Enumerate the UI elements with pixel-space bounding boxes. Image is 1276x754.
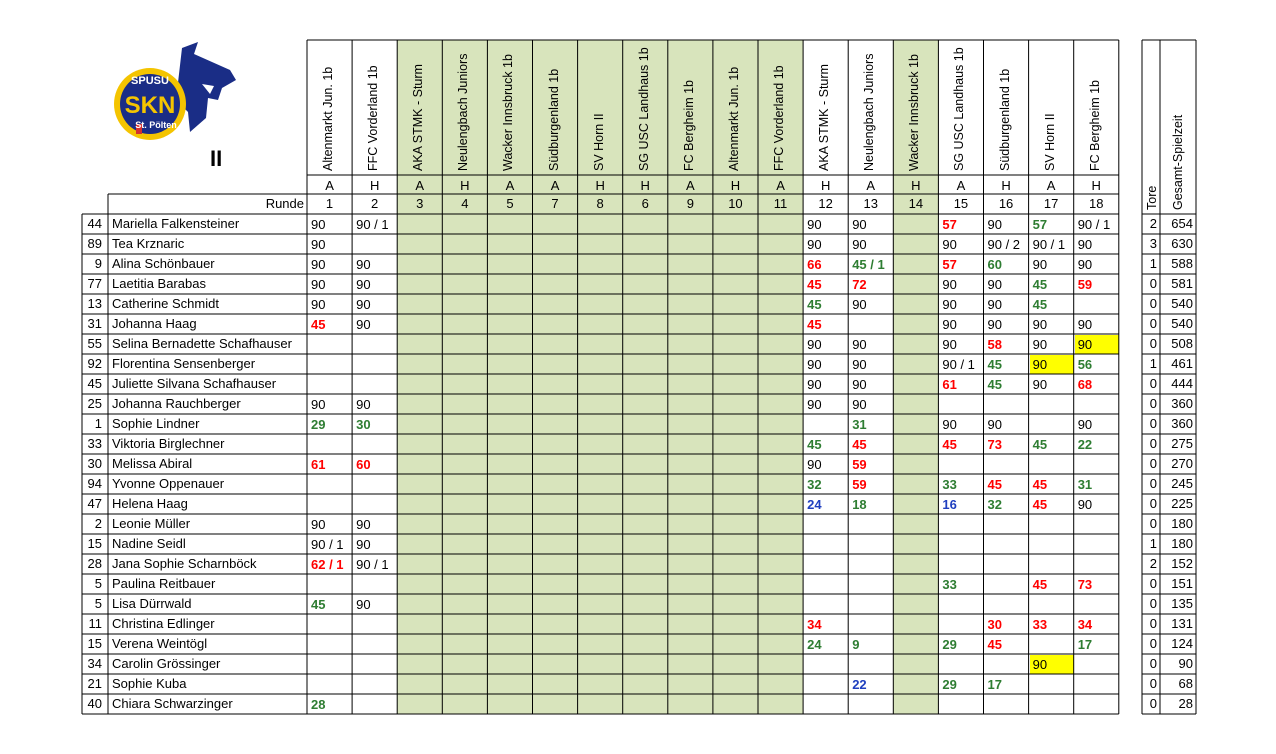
total-time-cell: 360 bbox=[1171, 396, 1193, 411]
minutes-cell: 90 bbox=[1032, 257, 1048, 272]
goals-cell: 0 bbox=[1149, 516, 1157, 531]
minutes-cell: 90 bbox=[807, 237, 822, 252]
opponent-header: FC Bergheim 1b bbox=[1087, 79, 1102, 171]
player-number: 89 bbox=[87, 236, 102, 251]
opponent-header: FFC Vorderland 1b bbox=[366, 65, 381, 171]
minutes-cell: 90 bbox=[311, 517, 326, 532]
minutes-cell: 45 bbox=[1032, 477, 1048, 492]
minutes-cell: 90 bbox=[942, 297, 957, 312]
opponent-header: Neulengbach Juniors bbox=[456, 53, 471, 171]
opponent-header: Neulengbach Juniors bbox=[862, 53, 877, 171]
total-time-cell: 151 bbox=[1171, 576, 1193, 591]
minutes-cell: 62 / 1 bbox=[311, 557, 344, 572]
minutes-cell: 90 bbox=[356, 517, 371, 532]
total-time-cell: 360 bbox=[1171, 416, 1193, 431]
minutes-cell: 90 / 1 bbox=[1032, 237, 1066, 252]
player-number: 2 bbox=[94, 516, 102, 531]
minutes-cell: 45 bbox=[1032, 297, 1048, 312]
goals-cell: 1 bbox=[1149, 256, 1157, 271]
minutes-cell: 90 bbox=[311, 277, 326, 292]
goals-cell: 0 bbox=[1149, 316, 1157, 331]
minutes-cell: 90 bbox=[356, 537, 371, 552]
player-name: Chiara Schwarzinger bbox=[112, 696, 233, 711]
round-cell: 4 bbox=[461, 196, 469, 211]
minutes-cell: 45 bbox=[942, 437, 957, 452]
minutes-cell: 90 / 1 bbox=[356, 217, 389, 232]
goals-cell: 0 bbox=[1149, 596, 1157, 611]
minutes-cell: 17 bbox=[1077, 637, 1093, 652]
player-number: 55 bbox=[87, 336, 102, 351]
minutes-cell: 45 bbox=[987, 637, 1002, 652]
round-cell: 12 bbox=[818, 196, 833, 211]
venue-cell: H bbox=[369, 178, 380, 193]
opponent-header: Südburgenland 1b bbox=[997, 68, 1012, 171]
goals-cell: 1 bbox=[1149, 356, 1157, 371]
round-cell: 14 bbox=[908, 196, 924, 211]
venue-cell: H bbox=[595, 178, 605, 193]
round-cell: 13 bbox=[863, 196, 878, 211]
round-cell: 5 bbox=[506, 196, 514, 211]
player-number: 47 bbox=[87, 496, 102, 511]
goals-cell: 1 bbox=[1149, 536, 1157, 551]
minutes-cell: 66 bbox=[807, 257, 822, 272]
round-label: Runde bbox=[265, 196, 304, 211]
total-time-cell: 581 bbox=[1171, 276, 1193, 291]
minutes-cell: 90 bbox=[942, 317, 957, 332]
goals-cell: 0 bbox=[1149, 276, 1157, 291]
minutes-cell: 31 bbox=[852, 417, 867, 432]
player-number: 25 bbox=[87, 396, 102, 411]
total-time-header: Gesamt-Spielzeit bbox=[1171, 114, 1185, 210]
minutes-cell: 90 bbox=[852, 397, 867, 412]
goals-cell: 0 bbox=[1149, 376, 1157, 391]
minutes-cell: 18 bbox=[852, 497, 867, 512]
player-name: Viktoria Birglechner bbox=[112, 436, 225, 451]
total-time-cell: 135 bbox=[1171, 596, 1193, 611]
minutes-cell: 57 bbox=[1032, 217, 1048, 232]
minutes-cell: 90 bbox=[942, 337, 957, 352]
player-number: 28 bbox=[87, 556, 102, 571]
minutes-cell: 90 bbox=[1077, 317, 1093, 332]
minutes-cell: 57 bbox=[942, 257, 957, 272]
total-time-cell: 540 bbox=[1171, 316, 1193, 331]
player-number: 40 bbox=[87, 696, 102, 711]
minutes-cell: 31 bbox=[1077, 477, 1093, 492]
minutes-cell: 24 bbox=[807, 637, 822, 652]
goals-cell: 0 bbox=[1149, 396, 1157, 411]
venue-cell: H bbox=[1001, 178, 1011, 193]
minutes-cell: 72 bbox=[852, 277, 867, 292]
minutes-cell: 90 bbox=[311, 397, 326, 412]
total-time-cell: 461 bbox=[1171, 356, 1193, 371]
venue-cell: A bbox=[776, 178, 785, 193]
player-number: 94 bbox=[87, 476, 102, 491]
total-time-cell: 540 bbox=[1171, 296, 1193, 311]
minutes-cell: 90 bbox=[852, 377, 867, 392]
opponent-header: FFC Vorderland 1b bbox=[772, 65, 786, 171]
minutes-cell: 61 bbox=[311, 457, 326, 472]
minutes-cell: 22 bbox=[1077, 437, 1093, 452]
minutes-cell: 59 bbox=[852, 457, 867, 472]
player-name: Florentina Sensenberger bbox=[112, 356, 256, 371]
minutes-cell: 45 bbox=[987, 357, 1002, 372]
player-name: Verena Weintögl bbox=[112, 636, 208, 651]
total-time-cell: 152 bbox=[1171, 556, 1193, 571]
player-name: Sophie Kuba bbox=[112, 676, 187, 691]
player-number: 21 bbox=[87, 676, 102, 691]
opponent-header: SV Horn II bbox=[591, 113, 606, 171]
minutes-cell: 73 bbox=[987, 437, 1002, 452]
minutes-cell: 90 bbox=[807, 377, 822, 392]
goals-cell: 0 bbox=[1149, 576, 1157, 591]
player-number: 5 bbox=[94, 576, 102, 591]
logo-main-text: SKN bbox=[124, 92, 176, 119]
minutes-cell: 45 bbox=[807, 277, 822, 292]
minutes-cell: 90 bbox=[987, 277, 1002, 292]
minutes-cell: 45 bbox=[987, 477, 1002, 492]
venue-cell: H bbox=[820, 178, 831, 193]
round-cell: 7 bbox=[551, 196, 559, 211]
round-cell: 18 bbox=[1089, 196, 1104, 211]
minutes-cell: 90 / 2 bbox=[987, 237, 1021, 252]
goals-cell: 0 bbox=[1149, 656, 1157, 671]
player-name: Johanna Rauchberger bbox=[112, 396, 241, 411]
player-name: Juliette Silvana Schafhauser bbox=[112, 376, 277, 391]
player-number: 31 bbox=[87, 316, 102, 331]
minutes-cell: 90 bbox=[311, 217, 326, 232]
total-time-cell: 131 bbox=[1171, 616, 1193, 631]
minutes-cell: 90 bbox=[807, 337, 822, 352]
total-time-cell: 180 bbox=[1171, 536, 1193, 551]
opponent-header: Wacker Innsbruck 1b bbox=[907, 54, 922, 171]
venue-cell: H bbox=[911, 178, 921, 193]
minutes-cell: 90 bbox=[1030, 355, 1074, 374]
minutes-cell: 90 / 1 bbox=[1077, 217, 1111, 232]
minutes-cell: 60 bbox=[356, 457, 371, 472]
minutes-cell: 45 bbox=[807, 437, 822, 452]
minutes-cell: 90 bbox=[311, 237, 326, 252]
minutes-cell: 22 bbox=[852, 677, 867, 692]
minutes-cell: 90 bbox=[987, 317, 1002, 332]
player-number: 92 bbox=[87, 356, 102, 371]
player-name: Melissa Abiral bbox=[112, 456, 193, 471]
minutes-cell: 45 bbox=[1032, 577, 1048, 592]
minutes-cell: 60 bbox=[987, 257, 1002, 272]
opponent-header: Wacker Innsbruck 1b bbox=[501, 54, 516, 171]
round-cell: 8 bbox=[596, 196, 604, 211]
minutes-cell: 90 / 1 bbox=[311, 537, 344, 552]
minutes-cell: 90 bbox=[356, 277, 371, 292]
minutes-cell: 90 bbox=[356, 317, 371, 332]
round-cell: 17 bbox=[1043, 196, 1059, 211]
player-name: Mariella Falkensteiner bbox=[112, 216, 240, 231]
minutes-cell: 28 bbox=[311, 697, 326, 712]
round-cell: 11 bbox=[773, 196, 788, 211]
goals-cell: 0 bbox=[1149, 336, 1157, 351]
minutes-cell: 45 / 1 bbox=[852, 257, 885, 272]
minutes-cell: 90 bbox=[356, 597, 371, 612]
venue-cell: H bbox=[730, 178, 741, 193]
minutes-cell: 45 bbox=[807, 297, 822, 312]
minutes-cell: 90 bbox=[311, 257, 326, 272]
minutes-cell: 45 bbox=[852, 437, 867, 452]
minutes-cell: 34 bbox=[1077, 617, 1093, 632]
round-cell: 15 bbox=[953, 196, 969, 211]
minutes-cell: 33 bbox=[942, 577, 957, 592]
venue-cell: H bbox=[1091, 178, 1101, 193]
minutes-cell: 90 bbox=[852, 357, 867, 372]
total-time-cell: 225 bbox=[1171, 496, 1193, 511]
logo-top-text: SPUSU bbox=[131, 75, 169, 87]
minutes-cell: 17 bbox=[987, 677, 1002, 692]
round-cell: 6 bbox=[641, 196, 649, 211]
venue-cell: A bbox=[325, 178, 334, 193]
minutes-cell: 45 bbox=[1032, 497, 1048, 512]
player-name: Sophie Lindner bbox=[112, 416, 200, 431]
player-name: Christina Edlinger bbox=[112, 616, 215, 631]
total-time-cell: 508 bbox=[1171, 336, 1193, 351]
player-number: 1 bbox=[94, 416, 102, 431]
round-cell: 1 bbox=[325, 196, 334, 211]
minutes-cell: 90 bbox=[987, 217, 1002, 232]
total-time-cell: 275 bbox=[1171, 436, 1193, 451]
minutes-cell: 90 bbox=[942, 277, 957, 292]
minutes-cell: 90 bbox=[852, 237, 867, 252]
player-name: Laetitia Barabas bbox=[112, 276, 206, 291]
player-number: 11 bbox=[88, 616, 102, 631]
goals-cell: 0 bbox=[1149, 496, 1157, 511]
total-time-cell: 180 bbox=[1171, 516, 1193, 531]
minutes-cell: 30 bbox=[987, 617, 1002, 632]
minutes-cell: 90 bbox=[1075, 335, 1119, 354]
minutes-cell: 90 bbox=[1030, 655, 1074, 674]
goals-cell: 0 bbox=[1149, 476, 1157, 491]
total-time-cell: 270 bbox=[1171, 456, 1193, 471]
minutes-cell: 90 bbox=[807, 357, 822, 372]
round-cell: 9 bbox=[686, 196, 694, 211]
minutes-cell: 90 bbox=[1077, 497, 1093, 512]
minutes-cell: 61 bbox=[942, 377, 957, 392]
minutes-cell: 90 bbox=[807, 457, 822, 472]
total-time-cell: 90 bbox=[1178, 656, 1193, 671]
minutes-cell: 90 bbox=[942, 417, 957, 432]
minutes-cell: 90 bbox=[1032, 317, 1048, 332]
minutes-cell: 58 bbox=[987, 337, 1002, 352]
venue-cell: A bbox=[505, 178, 515, 193]
minutes-cell: 90 bbox=[356, 257, 371, 272]
player-name: Nadine Seidl bbox=[112, 536, 186, 551]
total-time-cell: 245 bbox=[1171, 476, 1193, 491]
minutes-cell: 29 bbox=[311, 417, 326, 432]
venue-cell: A bbox=[866, 178, 876, 193]
minutes-cell: 90 bbox=[356, 397, 371, 412]
total-time-cell: 124 bbox=[1171, 636, 1193, 651]
player-number: 30 bbox=[87, 456, 102, 471]
player-name: Selina Bernadette Schafhauser bbox=[112, 336, 292, 351]
player-name: Alina Schönbauer bbox=[112, 256, 215, 271]
team-label: II bbox=[210, 146, 223, 171]
player-number: 13 bbox=[87, 296, 102, 311]
round-cell: 3 bbox=[416, 196, 424, 211]
opponent-header: Südburgenland 1b bbox=[546, 68, 561, 171]
opponent-header: Altenmarkt Jun. 1b bbox=[321, 66, 335, 171]
player-number: 45 bbox=[87, 376, 102, 391]
minutes-cell: 59 bbox=[852, 477, 867, 492]
goals-cell: 0 bbox=[1149, 636, 1157, 651]
goals-cell: 2 bbox=[1149, 556, 1157, 571]
player-name: Paulina Reitbauer bbox=[112, 576, 216, 591]
minutes-cell: 45 bbox=[311, 317, 326, 332]
opponent-header: AKA STMK - Sturm bbox=[411, 64, 426, 171]
opponent-header: SG USC Landhaus 1b bbox=[952, 47, 967, 171]
minutes-cell: 33 bbox=[942, 477, 957, 492]
minutes-cell: 30 bbox=[356, 417, 371, 432]
venue-cell: A bbox=[1046, 178, 1056, 193]
minutes-cell: 90 bbox=[987, 297, 1002, 312]
minutes-cell: 90 bbox=[1077, 257, 1093, 272]
minutes-cell: 45 bbox=[1032, 437, 1048, 452]
venue-cell: H bbox=[460, 178, 470, 193]
round-cell: 10 bbox=[728, 196, 743, 211]
goals-cell: 0 bbox=[1149, 616, 1157, 631]
player-name: Yvonne Oppenauer bbox=[112, 476, 225, 491]
goals-cell: 3 bbox=[1149, 236, 1157, 251]
total-time-cell: 588 bbox=[1171, 256, 1193, 271]
minutes-cell: 90 bbox=[1077, 417, 1093, 432]
minutes-cell: 56 bbox=[1077, 357, 1093, 372]
minutes-cell: 34 bbox=[807, 617, 822, 632]
player-name: Johanna Haag bbox=[112, 316, 197, 331]
minutes-cell: 90 bbox=[1032, 377, 1048, 392]
minutes-cell: 73 bbox=[1077, 577, 1093, 592]
opponent-header: FC Bergheim 1b bbox=[681, 79, 696, 171]
minutes-cell: 90 bbox=[942, 237, 957, 252]
minutes-cell: 45 bbox=[807, 317, 822, 332]
goals-cell: 0 bbox=[1149, 296, 1157, 311]
opponent-header: Altenmarkt Jun. 1b bbox=[726, 66, 741, 171]
player-name: Jana Sophie Scharnböck bbox=[112, 556, 257, 571]
minutes-cell: 90 bbox=[852, 297, 867, 312]
goals-cell: 0 bbox=[1149, 456, 1157, 471]
minutes-cell: 57 bbox=[942, 217, 957, 232]
player-number: 44 bbox=[87, 216, 102, 231]
minutes-cell: 90 bbox=[1077, 237, 1093, 252]
minutes-cell: 45 bbox=[1032, 277, 1048, 292]
minutes-cell: 90 bbox=[852, 217, 867, 232]
total-time-cell: 654 bbox=[1171, 216, 1193, 231]
venue-cell: A bbox=[415, 178, 425, 193]
player-number: 33 bbox=[87, 436, 102, 451]
goals-cell: 0 bbox=[1149, 676, 1157, 691]
round-cell: 2 bbox=[371, 196, 379, 211]
player-number: 15 bbox=[87, 636, 102, 651]
player-name: Tea Krznaric bbox=[112, 236, 185, 251]
goals-cell: 0 bbox=[1149, 696, 1157, 711]
minutes-cell: 45 bbox=[311, 597, 326, 612]
minutes-cell: 90 bbox=[807, 397, 822, 412]
minutes-cell: 32 bbox=[987, 497, 1002, 512]
player-number: 9 bbox=[94, 256, 102, 271]
minutes-cell: 59 bbox=[1077, 277, 1093, 292]
minutes-cell: 33 bbox=[1032, 617, 1048, 632]
minutes-cell: 68 bbox=[1077, 377, 1093, 392]
player-number: 77 bbox=[87, 276, 102, 291]
minutes-cell: 32 bbox=[807, 477, 822, 492]
minutes-cell: 29 bbox=[942, 677, 957, 692]
total-time-cell: 28 bbox=[1178, 696, 1193, 711]
total-time-cell: 444 bbox=[1171, 376, 1193, 391]
opponent-header: SV Horn II bbox=[1042, 113, 1057, 171]
minutes-cell: 90 bbox=[1032, 337, 1048, 352]
round-cell: 16 bbox=[998, 196, 1014, 211]
player-name: Leonie Müller bbox=[112, 516, 191, 531]
minutes-cell: 90 bbox=[807, 217, 822, 232]
player-number: 15 bbox=[87, 536, 102, 551]
minutes-cell: 29 bbox=[942, 637, 957, 652]
total-time-cell: 630 bbox=[1171, 236, 1193, 251]
player-name: Carolin Grössinger bbox=[112, 656, 221, 671]
player-name: Helena Haag bbox=[112, 496, 188, 511]
opponent-header: AKA STMK - Sturm bbox=[817, 64, 832, 171]
player-name: Lisa Dürrwald bbox=[112, 596, 192, 611]
minutes-cell: 90 bbox=[852, 337, 867, 352]
minutes-cell: 90 / 1 bbox=[356, 557, 389, 572]
minutes-cell: 90 bbox=[311, 297, 326, 312]
minutes-cell: 90 bbox=[987, 417, 1002, 432]
player-number: 34 bbox=[87, 656, 102, 671]
logo-bottom-text: St. Pölten bbox=[135, 120, 177, 130]
venue-cell: H bbox=[640, 178, 650, 193]
minutes-cell: 90 / 1 bbox=[942, 357, 975, 372]
opponent-header: SG USC Landhaus 1b bbox=[636, 47, 651, 171]
player-number: 5 bbox=[94, 596, 102, 611]
player-name: Catherine Schmidt bbox=[112, 296, 219, 311]
minutes-cell: 45 bbox=[987, 377, 1002, 392]
minutes-cell: 16 bbox=[942, 497, 957, 512]
total-time-cell: 68 bbox=[1178, 676, 1193, 691]
goals-cell: 2 bbox=[1149, 216, 1157, 231]
minutes-cell: 9 bbox=[852, 637, 860, 652]
minutes-cell: 90 bbox=[356, 297, 371, 312]
minutes-cell: 24 bbox=[807, 497, 822, 512]
goals-cell: 0 bbox=[1149, 436, 1157, 451]
venue-cell: A bbox=[550, 178, 560, 193]
venue-cell: A bbox=[686, 178, 695, 193]
venue-cell: A bbox=[956, 178, 966, 193]
goals-cell: 0 bbox=[1149, 416, 1157, 431]
goals-header: Tore bbox=[1145, 185, 1159, 210]
